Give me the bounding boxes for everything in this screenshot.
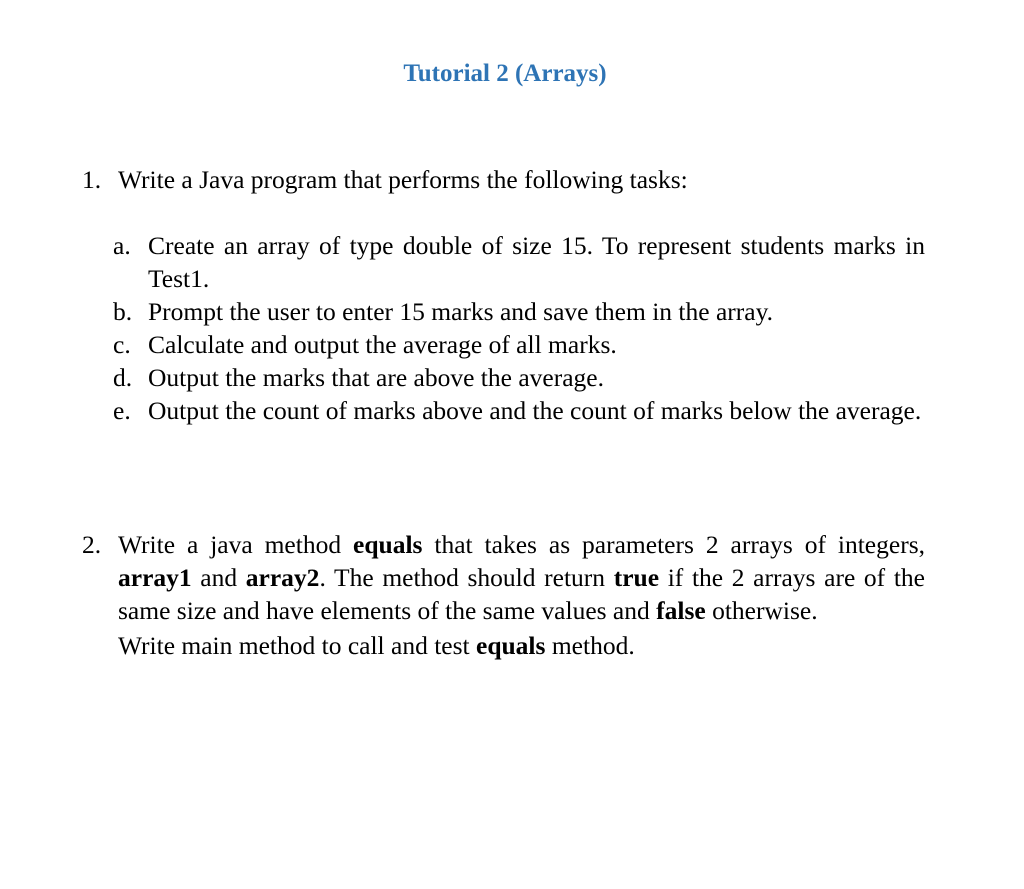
list-item xyxy=(113,361,925,394)
text-run: that takes as parameters 2 arrays of integers, xyxy=(422,530,925,559)
text-run: Write a java method xyxy=(118,530,354,559)
keyword-false: false xyxy=(656,596,706,625)
question-1-task-list xyxy=(113,229,925,427)
text-run: method. xyxy=(545,631,635,660)
text-run: otherwise. xyxy=(705,596,818,625)
list-item-letter: c. xyxy=(113,330,131,359)
list-item-text: Create an array of type double of size 15. To represent students marks in Test1. xyxy=(148,231,925,293)
keyword-array1: array1 xyxy=(118,563,192,592)
list-item-text: Calculate and output the average of all marks. xyxy=(148,330,617,359)
list-item xyxy=(113,295,925,328)
keyword-true: true xyxy=(613,563,660,592)
question-2-paragraph-2 xyxy=(118,629,925,662)
text-run: and xyxy=(191,563,246,592)
page-title: Tutorial 2 (Arrays) xyxy=(403,60,607,87)
list-item-letter: a. xyxy=(113,231,131,260)
list-item-text: Output the marks that are above the average. xyxy=(148,363,604,392)
list-item-letter: d. xyxy=(113,363,133,392)
list-item xyxy=(113,328,925,361)
question-2-number: 2. xyxy=(82,530,102,559)
list-item xyxy=(113,394,925,427)
question-1-number: 1. xyxy=(82,165,102,194)
list-item-text: Prompt the user to enter 15 marks and save them in the array. xyxy=(148,297,774,326)
list-item-letter: b. xyxy=(113,297,133,326)
list-item-text: Output the count of marks above and the count of marks below the average. xyxy=(148,396,922,425)
question-1-text: Write a Java program that performs the following tasks: xyxy=(118,165,688,194)
keyword-equals: equals xyxy=(353,530,423,559)
keyword-equals: equals xyxy=(476,631,546,660)
text-run: if the 2 arrays are of the same size and have elements of the same values and xyxy=(118,563,925,625)
list-item-letter: e. xyxy=(113,396,131,425)
list-item xyxy=(113,229,925,295)
question-2 xyxy=(82,528,925,662)
text-run: . The method should return xyxy=(319,563,614,592)
question-1 xyxy=(82,163,688,196)
text-run: Write main method to call and test xyxy=(118,631,476,660)
question-2-paragraph-1 xyxy=(118,528,925,627)
keyword-array2: array2 xyxy=(245,563,320,592)
question-2-body xyxy=(118,528,925,662)
